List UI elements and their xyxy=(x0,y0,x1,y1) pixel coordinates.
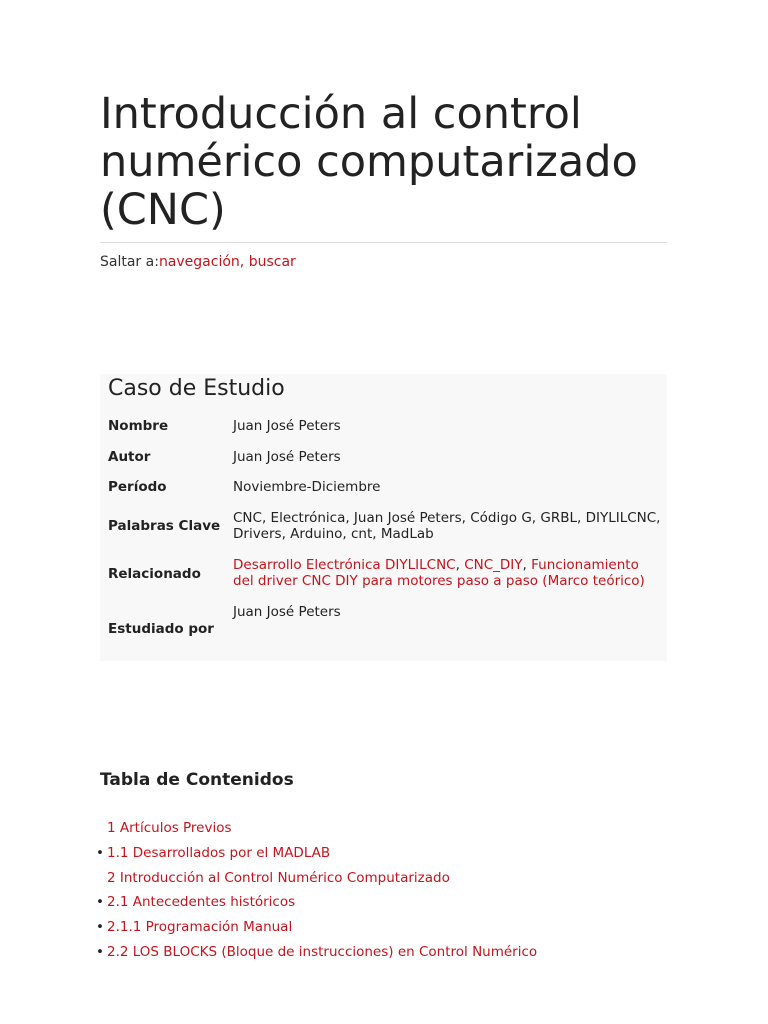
related-link-driver[interactable]: Funcionamiento del driver CNC DIY para motores paso a paso (Marco teórico) xyxy=(233,557,645,589)
search-link[interactable]: buscar xyxy=(248,254,296,270)
infobox-key: Relacionado xyxy=(108,566,201,582)
jump-to-bar xyxy=(100,254,296,270)
toc-link[interactable]: 2.1 Antecedentes históricos xyxy=(107,894,296,911)
bullet-icon: • xyxy=(96,919,104,936)
infobox-value: Noviembre-Diciembre xyxy=(233,479,381,495)
toc-link[interactable]: 1.1 Desarrollados por el MADLAB xyxy=(107,844,331,861)
jump-prefix: Saltar a: xyxy=(100,254,159,270)
infobox-value: CNC, Electrónica, Juan José Peters, Código G, GRBL, DIYLILCNC, Drivers, Arduino, cnt, MadLab xyxy=(233,510,661,542)
infobox-key: Estudiado por xyxy=(108,621,214,637)
navigation-link[interactable]: navegación xyxy=(158,254,240,270)
toc-link[interactable]: 2.1.1 Programación Manual xyxy=(107,919,293,936)
infobox-key: Autor xyxy=(108,449,151,465)
toc-item xyxy=(96,892,676,917)
author-link[interactable]: Juan José Peters xyxy=(233,449,341,465)
toc-item xyxy=(96,868,676,893)
related-link-diylilcnc[interactable]: Desarrollo Electrónica DIYLILCNC xyxy=(233,557,456,573)
toc-item xyxy=(96,917,676,942)
infobox-value xyxy=(233,557,663,589)
infobox-key: Palabras Clave xyxy=(108,518,221,534)
toc-title: Tabla de Contenidos xyxy=(100,770,294,790)
infobox-key: Período xyxy=(108,479,167,495)
toc-link[interactable]: 2 Introducción al Control Numérico Computarizado xyxy=(107,869,450,886)
toc-item xyxy=(96,843,676,868)
studied-by-link[interactable]: Juan José Peters xyxy=(233,604,341,620)
infobox-value: Juan José Peters xyxy=(233,418,341,434)
case-study-infobox xyxy=(100,374,667,661)
related-separator: , xyxy=(522,557,532,573)
toc-item xyxy=(96,818,676,843)
toc-item xyxy=(96,942,676,967)
jump-separator: , xyxy=(239,254,249,270)
page-title: Introducción al control numérico computarizado (CNC) xyxy=(100,89,638,235)
bullet-icon: • xyxy=(96,894,104,911)
table-of-contents xyxy=(96,818,676,967)
bullet-icon: • xyxy=(96,844,104,861)
infobox-title: Caso de Estudio xyxy=(108,376,285,401)
toc-link[interactable]: 2.2 LOS BLOCKS (Bloque de instrucciones) en Control Numérico xyxy=(107,943,538,960)
title-divider xyxy=(100,242,667,243)
related-separator: , xyxy=(455,557,465,573)
related-link-cnc-diy[interactable]: CNC_DIY xyxy=(464,557,523,573)
toc-link[interactable]: 1 Artículos Previos xyxy=(107,820,232,836)
infobox-key: Nombre xyxy=(108,418,169,434)
bullet-icon: • xyxy=(96,943,104,960)
